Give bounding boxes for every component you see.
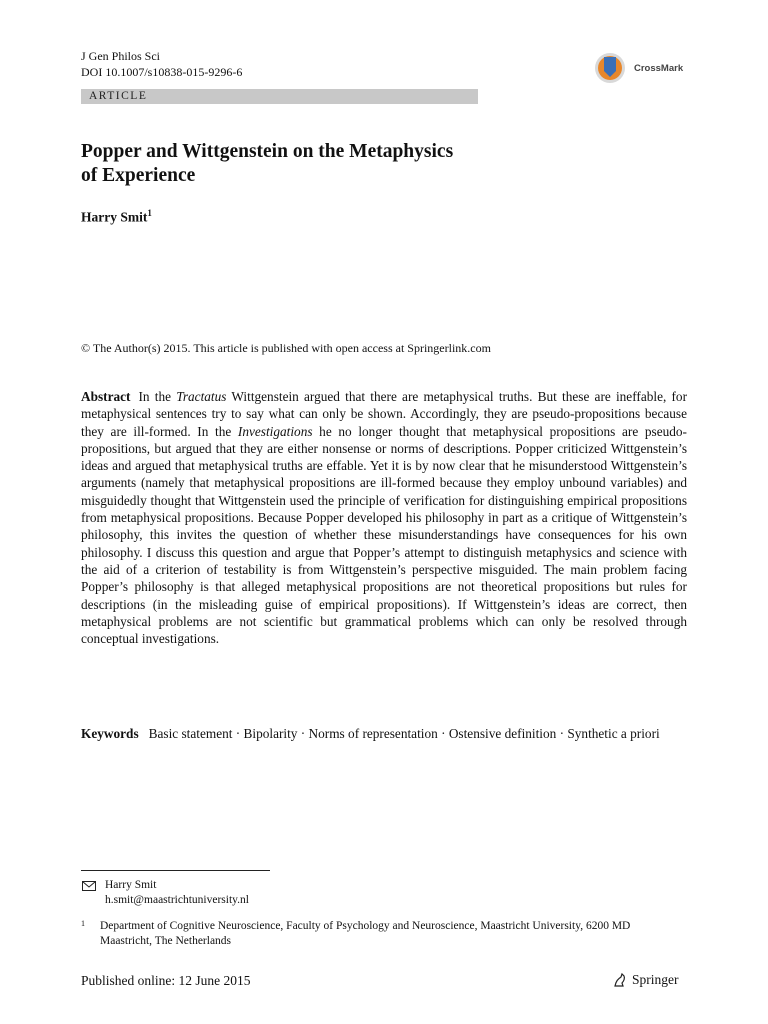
springer-logo <box>612 972 679 988</box>
abstract-text-2: Wittgenstein argued that there are metaphysical truths. But these are ineffable, for metaphysical sentences try to say what can only be shown. Accordingly, they are pseudo-propositions because they are ill-formed. In the <box>81 389 687 439</box>
springer-label: Springer <box>632 972 679 987</box>
keywords-text: Basic statement · Bipolarity · Norms of representation · Ostensive definition · Synthetic a priori <box>148 726 660 741</box>
abstract-italic-2: Investigations <box>237 423 313 439</box>
article-title <box>81 140 601 188</box>
correspondence-email[interactable]: h.smit@maastrichtuniversity.nl <box>105 894 249 906</box>
keywords-label: Keywords <box>81 726 139 741</box>
title-line-2: of Experience <box>81 165 196 186</box>
journal-name: J Gen Philos Sci <box>81 49 161 63</box>
crossmark-badge[interactable] <box>594 52 683 84</box>
abstract-text-3: he no longer thought that metaphysical propositions are pseudo-propositions, but argued that they are either nonsense or norms of descriptions. Popper criticized Wittgenstein’s ideas and argued that metaphysical truths are effable. Yet it is by now clear that he misunderstood Wittgenstein’s arguments (namely that metaphysical propositions are ill-formed because they employ unbound variables) and misguidedly thought that Wittgenstein used the principle of verification for distinguishing empirical propositions from metaphysical propositions. Because Popper developed his philosophy in part as a critique of Wittgenstein’s philosophy, this invites the question of whether these misunderstandings have consequences for his own philosophy. I discuss this question and argue that Popper’s attempt to distinguish metaphysics and science with the aid of a criterion of testability is from Wittgenstein’s perspective misguided. The main problem facing Popper’s philosophy is that alleged metaphysical propositions are not theoretical propositions but rules for descriptions (in the misleading guise of empirical propositions). If Wittgenstein’s ideas are correct, then metaphysical problems are not scientific but grammatical problems which can only be resolved through conceptual investigations. <box>81 423 687 647</box>
springer-horse-icon <box>612 972 628 988</box>
license-note: © The Author(s) 2015. This article is published with open access at Springerlink.com <box>81 341 491 355</box>
section-bar: ARTICLE <box>81 89 478 104</box>
envelope-icon <box>81 881 97 891</box>
footnote-rule <box>81 870 270 871</box>
title-line-1: Popper and Wittgenstein on the Metaphysics <box>81 141 454 162</box>
abstract-italic-1: Tractatus <box>176 389 227 404</box>
crossmark-icon <box>594 52 630 84</box>
author-affiliation-mark: 1 <box>147 208 152 218</box>
author <box>81 208 152 226</box>
affiliation-text: Department of Cognitive Neuroscience, Faculty of Psychology and Neuroscience, Maastricht University, 6200 MD Maastricht, The Netherlands <box>100 920 631 947</box>
journal-header <box>81 48 242 80</box>
correspondence-name: Harry Smit <box>105 879 157 891</box>
affiliation <box>81 919 681 949</box>
affiliation-number: 1 <box>81 919 85 928</box>
abstract-label: Abstract <box>81 389 131 404</box>
crossmark-label: CrossMark <box>634 62 684 74</box>
doi: DOI 10.1007/s10838-015-9296-6 <box>81 65 243 79</box>
author-name: Harry Smit <box>81 209 148 225</box>
published-date: Published online: 12 June 2015 <box>81 973 251 988</box>
abstract-text-1: In the <box>138 389 177 404</box>
correspondence <box>81 878 249 908</box>
keywords <box>81 724 687 743</box>
abstract <box>81 388 687 647</box>
